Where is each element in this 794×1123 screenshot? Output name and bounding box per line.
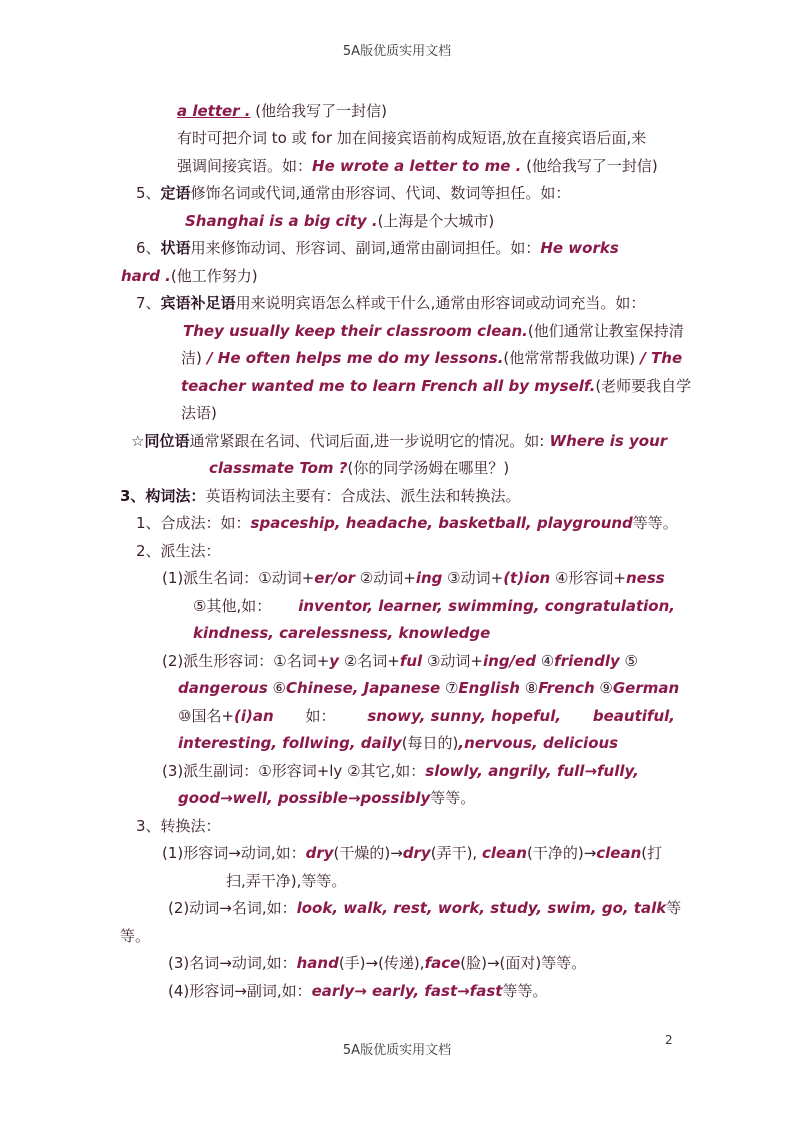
text-line: (3)派生副词：①形容词+ly ②其它,如：slowly, angrily, full→fully, xyxy=(162,762,639,780)
text-line: (2)动词→名词,如：look, walk, rest, work, study, swim, go, talk等 xyxy=(168,899,682,917)
text-line: dangerous ⑥Chinese, Japanese ⑦English ⑧French ⑨German xyxy=(178,679,680,697)
text-line: classmate Tom ?(你的同学汤姆在哪里？) xyxy=(209,459,510,477)
text-line: 3、转换法： xyxy=(136,817,221,835)
text-line: (2)派生形容词：①名词+y ②名词+ful ③动词+ing/ed ④friendly ⑤ xyxy=(162,652,638,670)
text-line: a letter . (他给我写了一封信) xyxy=(177,102,387,120)
page-header: 5A版优质实用文档 xyxy=(342,44,452,59)
text-line: ⑩国名+(i)an 如： snowy, sunny, hopeful, beautiful, xyxy=(178,707,675,725)
text-line: 有时可把介词 to 或 for 加在间接宾语前构成短语,放在直接宾语后面,来 xyxy=(177,129,647,147)
page-footer: 5A版优质实用文档 xyxy=(342,1043,452,1058)
text-line: 5、定语修饰名词或代词,通常由形容词、代词、数词等担任。如： xyxy=(136,184,571,202)
section-heading: 3、构词法：英语构词法主要有：合成法、派生法和转换法。 xyxy=(120,487,521,505)
text-line: 强调间接宾语。如：He wrote a letter to me . (他给我写了一封信) xyxy=(177,157,658,175)
text-line: ☆同位语通常紧跟在名词、代词后面,进一步说明它的情况。如: Where is your xyxy=(131,432,668,450)
text-line: Shanghai is a big city .(上海是个大城市) xyxy=(185,212,495,230)
text-line: 7、宾语补足语用来说明宾语怎么样或干什么,通常由形容词或动词充当。如： xyxy=(136,294,646,312)
text-line: (1)形容词→动词,如：dry(干燥的)→dry(弄干), clean(干净的)→clean(打 xyxy=(162,844,663,862)
text-line: 洁) / He often helps me do my lessons.(他常常帮我做功课) / The xyxy=(181,349,683,367)
text-line: 等。 xyxy=(120,927,151,945)
text-line: They usually keep their classroom clean.(他们通常让教室保持清 xyxy=(183,322,684,340)
page-number: 2 xyxy=(665,1033,673,1047)
text-line: (4)形容词→副词,如：early→ early, fast→fast等等。 xyxy=(168,982,548,1000)
text-line: 6、状语用来修饰动词、形容词、副词,通常由副词担任。如：He works xyxy=(136,239,619,257)
text-line: teacher wanted me to learn French all by myself.(老师要我自学 xyxy=(181,377,692,395)
text-line: hard .(他工作努力) xyxy=(121,267,258,285)
text-line: (3)名词→动词,如：hand(手)→(传递),face(脸)→(面对)等等。 xyxy=(168,954,587,972)
text-line: 法语) xyxy=(181,404,217,422)
text-line: kindness, carelessness, knowledge xyxy=(193,624,491,642)
text-line: (1)派生名词：①动词+er/or ②动词+ing ③动词+(t)ion ④形容词+ness xyxy=(162,569,665,587)
text-line: good→well, possible→possibly等等。 xyxy=(178,789,476,807)
text-line: interesting, follwing, daily(每日的),nervous, delicious xyxy=(178,734,619,752)
text-line: 1、合成法：如：spaceship, headache, basketball, playground等等。 xyxy=(136,514,678,532)
text-line: 2、派生法： xyxy=(136,542,221,560)
text-line: ⑤其他,如： inventor, learner, swimming, congratulation, xyxy=(193,597,675,615)
text-line: 扫,弄干净),等等。 xyxy=(226,872,347,890)
